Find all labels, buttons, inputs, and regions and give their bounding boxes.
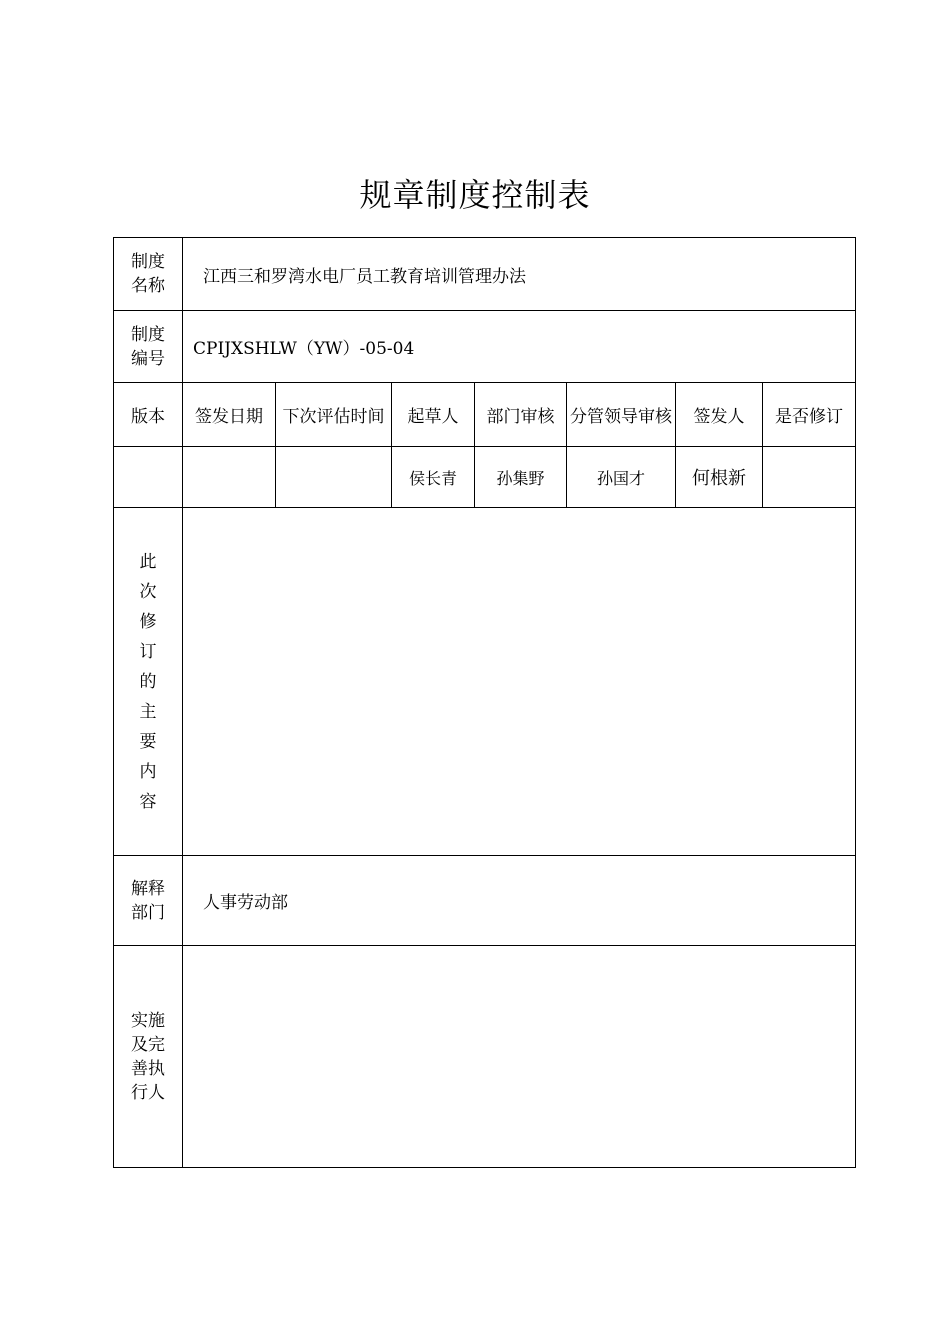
revision-label-char: 容 [139,791,157,812]
header-dept-review: 部门审核 [475,383,567,447]
code-label-line2: 编号 [131,348,165,369]
sig-version [114,447,183,508]
revision-label [114,508,183,856]
revision-label-char: 次 [139,581,157,602]
control-table [113,237,856,1168]
sig-issuer: 何根新 [676,447,763,508]
revision-content [183,508,856,856]
header-issuer: 签发人 [676,383,763,447]
interpret-label [114,856,183,946]
code-label [114,311,183,383]
revision-label-char: 订 [139,641,157,662]
header-drafter: 起草人 [392,383,475,447]
revision-label-char: 修 [139,611,157,632]
header-revised: 是否修订 [763,383,856,447]
executor-label-line: 及完 [131,1034,165,1055]
code-row [114,311,856,383]
name-value: 江西三和罗湾水电厂员工教育培训管理办法 [183,238,856,311]
revision-label-char: 的 [139,671,157,692]
executor-row [114,946,856,1168]
signature-row [114,447,856,508]
executor-content [183,946,856,1168]
revision-label-char: 主 [139,701,157,722]
sig-drafter: 侯长青 [392,447,475,508]
executor-label-line: 善执 [131,1058,165,1079]
interpret-value: 人事劳动部 [183,856,856,946]
revision-label-char: 要 [139,731,157,752]
interpret-row [114,856,856,946]
header-row [114,383,856,447]
name-label-line2: 名称 [131,276,165,296]
sig-leader-review: 孙国才 [567,447,676,508]
header-leader-review: 分管领导审核 [567,383,676,447]
name-row [114,238,856,311]
revision-label-char: 内 [139,761,157,782]
page-title: 规章制度控制表 [359,176,591,214]
sig-revised [763,447,856,508]
revision-label-char: 此 [139,551,157,572]
header-next-review: 下次评估时间 [276,383,392,447]
interpret-label-line1: 解释 [131,878,165,899]
name-label [114,238,183,311]
code-value: CPIJXSHLW（YW）-05-04 [183,311,856,383]
header-issue-date: 签发日期 [183,383,276,447]
interpret-label-line2: 部门 [131,902,165,923]
executor-label [114,946,183,1168]
sig-issue-date [183,447,276,508]
code-label-line1: 制度 [131,324,165,345]
sig-dept-review: 孙集野 [475,447,567,508]
revision-row [114,508,856,856]
executor-label-line: 实施 [131,1010,165,1031]
sig-next-review [276,447,392,508]
executor-label-line: 行人 [131,1082,165,1103]
name-label-line1: 制度 [131,252,165,272]
header-version: 版本 [114,383,183,447]
